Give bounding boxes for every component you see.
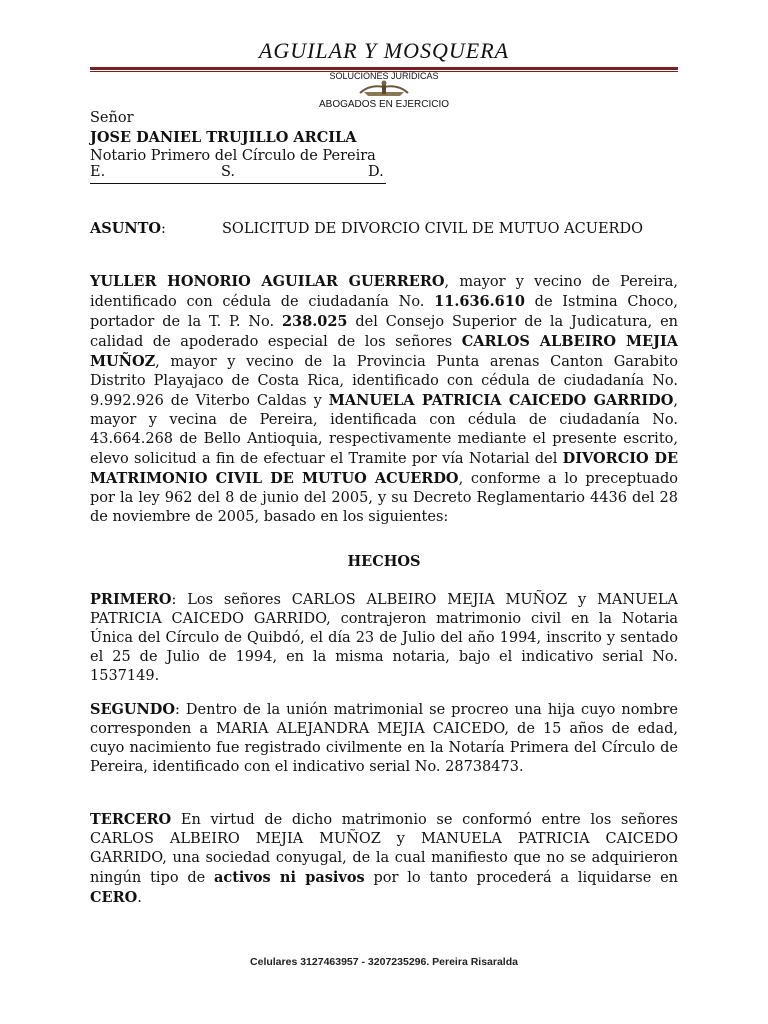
fact-second-text: : Dentro de la unión matrimonial se procreo una hija cuyo nombre corresponden a MARIA ALEJANDRA MEJIA CAICEDO, de 15 años de edad, cuyo nacimiento fue registrado civilmente en la Notaría Primera del Círculo de Pereira, identificado con el indicativo serial No. 28738473. (90, 702, 678, 775)
attorney-id: 11.636.610 (434, 293, 525, 310)
attorney-name: YULLER HONORIO AGUILAR GUERRERO (90, 273, 445, 290)
scales-of-justice-icon (356, 80, 412, 98)
intro-text-6: , conforme a lo preceptuado por la ley 962 del 8 de junio del 2005, y su Decreto Reglamentario 4436 del 28 de noviembre de 2005, basado en los siguientes: (90, 471, 678, 525)
intro-text-2: de Istmina Choco, portador de la T. P. No. (90, 294, 678, 330)
fact-third-label: TERCERO (90, 811, 172, 828)
fact-first-label: PRIMERO (90, 591, 172, 608)
fact-first (90, 590, 678, 686)
addressee-name: JOSE DANIEL TRUJILLO ARCILA (90, 129, 357, 146)
fact-second-label: SEGUNDO (90, 701, 176, 718)
intro-text-4: , mayor y vecino de la Provincia Punta arenas Canton Garabito Distrito Playajaco de Costa Rica, identificado con cédula de ciudadanía No. 9.992.926 de Viterbo Caldas y (90, 354, 678, 409)
firm-tagline: SOLUCIONES JURÍDICAS (329, 71, 439, 81)
intro-paragraph (90, 272, 678, 527)
procedure-name: DIVORCIO DE MATRIMONIO CIVIL DE MUTUO ACUERDO (90, 450, 678, 487)
footer-contact: Celulares 3127463957 - 3207235296. Pereira Risaralda (250, 956, 518, 968)
fact-first-text: : Los señores CARLOS ALBEIRO MEJIA MUÑOZ y MANUELA PATRICIA CAICEDO GARRIDO, contrajeron matrimonio civil en la Notaria Única del Círculo de Quibdó, el día 23 de Julio del año 1994, inscrito y sentado el 25 de Julio de 1994, en la misma notaria, bajo el indicativo serial No. 1537149. (90, 592, 678, 684)
intro-text-3: del Consejo Superior de la Judicatura, en calidad de apoderado especial de los señores (90, 314, 678, 350)
fact-third-text-c: . (137, 890, 142, 906)
fact-third-bold-a: activos ni pasivos (214, 869, 365, 886)
fact-third (90, 810, 678, 908)
salutation: Señor (90, 110, 134, 126)
esd-d: D. (368, 164, 384, 180)
client-1-name: CARLOS ALBEIRO MEJIA MUÑOZ (90, 333, 679, 370)
fact-second (90, 700, 678, 777)
subject-label: ASUNTO (90, 220, 162, 237)
esd-s: S. (221, 164, 236, 180)
firm-subtagline: ABOGADOS EN EJERCICIO (318, 99, 450, 110)
fact-third-bold-b: CERO (90, 889, 138, 906)
subject-colon: : (161, 221, 166, 237)
client-2-name: MANUELA PATRICIA CAICEDO GARRIDO (328, 392, 674, 409)
esd-e: E. (90, 164, 106, 180)
subject-text: SOLICITUD DE DIVORCIO CIVIL DE MUTUO ACUERDO (222, 221, 643, 237)
addressee-position: Notario Primero del Círculo de Pereira (90, 148, 376, 164)
esd-line (90, 164, 386, 184)
addressee-name-line (90, 128, 357, 148)
fact-third-text-b: por lo tanto procederá a liquidarse en (364, 870, 678, 886)
fact-third-text-a: En virtud de dicho matrimonio se conformó entre los señores CARLOS ALBEIRO MEJIA MUÑOZ y MANUELA PATRICIA CAICEDO GARRIDO, una sociedad conyugal, de la cual manifiesto que no se adquirieron ningún tipo de (90, 812, 678, 886)
attorney-tp: 238.025 (281, 313, 348, 330)
firm-name: AGUILAR Y MOSQUERA (258, 38, 510, 63)
subject-label-line (90, 220, 166, 237)
intro-text-1: , mayor y vecino de Pereira, identificado con cédula de ciudadanía No. (90, 274, 678, 310)
section-title-hechos: HECHOS (347, 553, 421, 570)
intro-text-5: , mayor y vecina de Pereira, identificada con cédula de ciudadanía No. 43.664.268 de Bello Antioquia, respectivamente mediante el presente escrito, elevo solicitud a fin de efectuar el Tramite por vía Notarial del (90, 393, 678, 467)
header-rule (90, 67, 678, 70)
